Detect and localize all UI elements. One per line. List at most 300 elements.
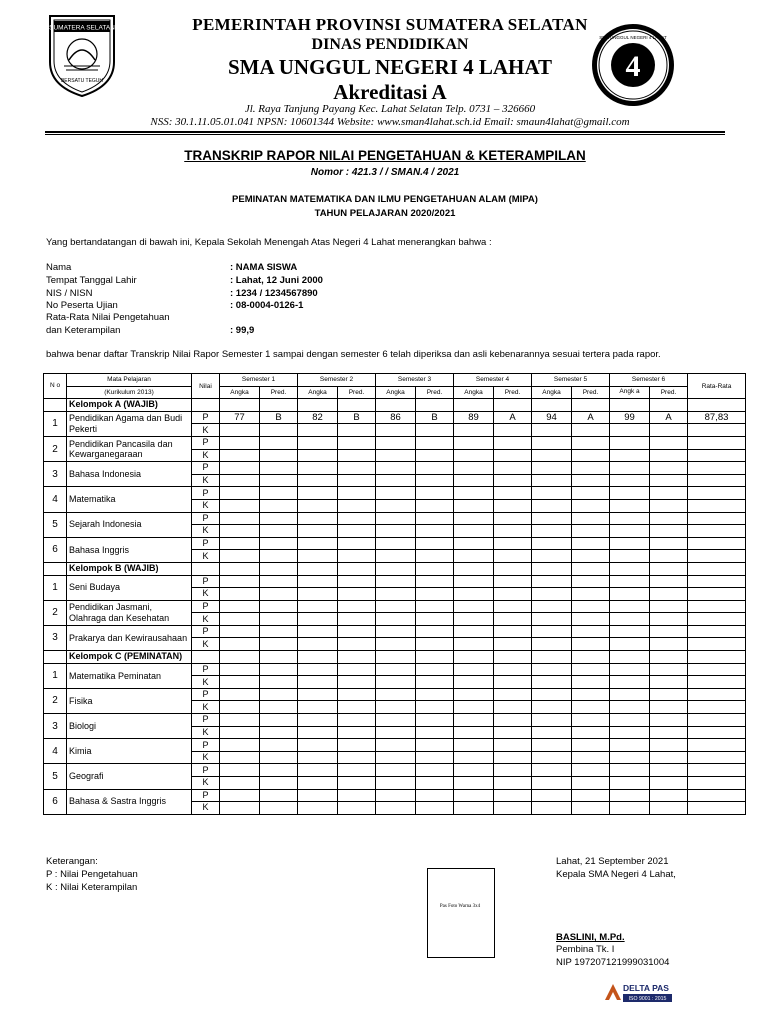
empty-cell [572,739,610,752]
empty-cell [650,739,688,752]
header-pred: Pred. [494,386,532,399]
header-semester-1: Semester 1 [220,374,298,387]
subject-name: Sejarah Indonesia [67,512,192,537]
empty-cell [454,789,494,802]
subject-name: Matematika Peminatan [67,663,192,688]
empty-cell [650,474,688,487]
empty-cell [532,802,572,815]
subject-name: Pendidikan Agama dan Budi Pekerti [67,411,192,436]
empty-cell [376,600,416,613]
subject-row [44,512,746,525]
empty-cell [454,688,494,701]
empty-cell [688,436,746,449]
header-angka: Angka [298,386,338,399]
empty-cell [650,676,688,689]
empty-cell [688,487,746,500]
signature-nip: NIP 197207121999031004 [556,957,670,968]
empty-cell [376,562,416,575]
subject-row [44,487,746,500]
empty-cell [688,638,746,651]
empty-cell [454,751,494,764]
empty-cell [532,726,572,739]
empty-cell [494,764,532,777]
empty-cell [376,726,416,739]
empty-cell [532,512,572,525]
empty-cell [376,462,416,475]
empty-cell [338,802,376,815]
value-type-p: P [192,411,220,424]
value-type-k: K [192,777,220,790]
empty-cell [220,701,260,714]
empty-cell [454,663,494,676]
delta-pas-badge [604,980,674,1004]
empty-cell [572,638,610,651]
empty-cell [572,575,610,588]
subject-name: Matematika [67,487,192,512]
empty-cell [572,512,610,525]
empty-cell [454,613,494,626]
empty-cell [494,436,532,449]
empty-cell [494,688,532,701]
empty-cell [298,651,338,664]
province-logo-bottom-text: BERSATU TEGUH [60,78,104,84]
empty-cell [610,436,650,449]
empty-cell [220,751,260,764]
empty-cell [610,663,650,676]
empty-cell [416,688,454,701]
empty-cell [298,474,338,487]
group-row [44,562,746,575]
empty-cell [610,474,650,487]
empty-cell [220,436,260,449]
empty-cell [376,751,416,764]
empty-cell [416,424,454,437]
empty-cell [298,436,338,449]
empty-cell [650,802,688,815]
empty-cell [260,424,298,437]
empty-cell [338,424,376,437]
empty-cell [220,764,260,777]
empty-cell [298,688,338,701]
empty-cell [376,424,416,437]
empty-cell [416,537,454,550]
empty-cell [532,588,572,601]
empty-cell [376,777,416,790]
predicate-cell: B [338,411,376,424]
header-semester-3: Semester 3 [376,374,454,387]
empty-cell [338,676,376,689]
empty-cell [650,777,688,790]
empty-cell [688,550,746,563]
empty-cell [338,688,376,701]
empty-cell [650,462,688,475]
subject-row [44,625,746,638]
empty-cell [298,751,338,764]
empty-cell [338,474,376,487]
empty-cell [688,789,746,802]
empty-cell [298,663,338,676]
empty-cell [298,424,338,437]
empty-cell [220,474,260,487]
subject-row [44,436,746,449]
header-pred: Pred. [572,386,610,399]
empty-cell [220,789,260,802]
empty-cell [298,676,338,689]
value-type-p: P [192,487,220,500]
empty-cell [376,676,416,689]
average-value: : 99,9 [230,325,255,336]
subject-name: Bahasa & Sastra Inggris [67,789,192,814]
empty-cell [416,474,454,487]
empty-cell [260,802,298,815]
empty-cell [610,739,650,752]
empty-cell [610,777,650,790]
empty-cell [454,525,494,538]
header-department: DINAS PENDIDIKAN [311,36,469,53]
empty-cell [298,499,338,512]
empty-cell [572,714,610,727]
birth-label: Tempat Tanggal Lahir [46,275,137,286]
empty-cell [454,562,494,575]
empty-cell [298,525,338,538]
empty-cell [688,525,746,538]
empty-cell [610,802,650,815]
empty-cell [260,676,298,689]
empty-cell [572,613,610,626]
empty-cell [532,462,572,475]
empty-cell [650,512,688,525]
subject-name: Seni Budaya [67,575,192,600]
subject-name: Bahasa Indonesia [67,462,192,487]
empty-cell [532,676,572,689]
empty-cell [220,399,260,412]
empty-cell [688,751,746,764]
empty-cell [572,487,610,500]
empty-cell [650,764,688,777]
empty-cell [298,638,338,651]
empty-cell [260,726,298,739]
value-type-k: K [192,449,220,462]
header-semester-6: Semester 6 [610,374,688,387]
empty-cell [338,739,376,752]
empty-cell [260,525,298,538]
intro-text: Yang bertandatangan di bawah ini, Kepala Sekolah Menengah Atas Negeri 4 Lahat menerangkan bahwa : [46,237,492,248]
empty-cell [572,499,610,512]
empty-cell [572,676,610,689]
empty-cell [376,537,416,550]
empty-cell [376,638,416,651]
empty-cell [416,613,454,626]
empty-cell [220,487,260,500]
empty-cell [298,600,338,613]
empty-cell [260,600,298,613]
empty-cell [610,764,650,777]
subject-row [44,663,746,676]
empty-cell [376,625,416,638]
empty-cell [220,625,260,638]
value-type-k: K [192,726,220,739]
predicate-cell: B [416,411,454,424]
empty-cell [260,562,298,575]
empty-cell [338,487,376,500]
empty-cell [572,726,610,739]
empty-cell [298,777,338,790]
notes-title: Keterangan: [46,856,98,867]
empty-cell [220,651,260,664]
empty-cell [454,499,494,512]
empty-cell [260,739,298,752]
value-type-k: K [192,613,220,626]
group-row [44,399,746,412]
signature-position: Kepala SMA Negeri 4 Lahat, [556,869,676,880]
empty-cell [220,777,260,790]
empty-cell [220,600,260,613]
empty-cell [610,726,650,739]
empty-cell [650,499,688,512]
empty-cell [494,625,532,638]
empty-cell [338,562,376,575]
empty-cell [572,525,610,538]
empty-cell [416,777,454,790]
empty-cell [610,688,650,701]
subject-row [44,764,746,777]
empty-cell [572,562,610,575]
empty-cell [650,726,688,739]
empty-cell [532,487,572,500]
subject-name: Kimia [67,739,192,764]
empty-cell [338,462,376,475]
empty-cell [416,651,454,664]
empty-cell [610,714,650,727]
empty-cell [220,739,260,752]
empty-cell [416,802,454,815]
empty-cell [416,562,454,575]
empty-cell [454,726,494,739]
empty-cell [532,714,572,727]
empty-cell [688,777,746,790]
empty-cell [610,525,650,538]
empty-cell [260,449,298,462]
empty-cell [338,701,376,714]
empty-cell [260,550,298,563]
empty-cell [572,424,610,437]
empty-cell [338,537,376,550]
delta-pas-iso: ISO 9001 : 2015 [628,996,667,1003]
document-title: TRANSKRIP RAPOR NILAI PENGETAHUAN & KETERAMPILAN [184,148,586,163]
empty-cell [298,802,338,815]
empty-cell [220,499,260,512]
empty-cell [192,651,220,664]
exam-number-value: : 08-0004-0126-1 [230,300,304,311]
subject-number: 2 [44,436,67,461]
value-type-p: P [192,739,220,752]
empty-cell [494,550,532,563]
notes-k: K : Nilai Keterampilan [46,882,138,893]
empty-cell [298,588,338,601]
statement-text: bahwa benar daftar Transkrip Nilai Rapor Semester 1 sampai dengan semester 6 telah diperiksa dan asli kebenarannya sesuai tertera pada rapor. [46,349,661,360]
empty-cell [688,512,746,525]
empty-cell [260,625,298,638]
empty-cell [454,714,494,727]
empty-cell [454,638,494,651]
empty-cell [610,462,650,475]
empty-cell [338,764,376,777]
empty-cell [650,789,688,802]
empty-cell [416,525,454,538]
subject-row [44,789,746,802]
empty-cell [298,613,338,626]
header-angka: Angka [454,386,494,399]
empty-cell [610,499,650,512]
empty-cell [532,688,572,701]
empty-cell [416,462,454,475]
subject-row [44,688,746,701]
empty-cell [494,701,532,714]
subject-number: 3 [44,462,67,487]
province-logo-top-text: SUMATERA SELATAN [49,24,115,32]
average-label-cont: dan Keterampilan [46,325,121,336]
empty-cell [494,638,532,651]
empty-cell [416,487,454,500]
empty-cell [494,575,532,588]
empty-cell [220,462,260,475]
empty-cell [494,600,532,613]
header-divider-thin [45,134,725,135]
empty-cell [220,688,260,701]
header-pred: Pred. [416,386,454,399]
empty-cell [220,663,260,676]
empty-cell [688,625,746,638]
predicate-cell: A [572,411,610,424]
subject-name: Bahasa Inggris [67,537,192,562]
grades-table [43,373,746,815]
header-government: PEMERINTAH PROVINSI SUMATERA SELATAN [192,15,588,34]
empty-cell [650,651,688,664]
empty-cell [650,588,688,601]
empty-cell [572,462,610,475]
value-type-p: P [192,663,220,676]
group-row [44,651,746,664]
empty-cell [298,625,338,638]
subject-name: Geografi [67,764,192,789]
empty-cell [260,588,298,601]
subject-number: 3 [44,625,67,650]
empty-cell [416,638,454,651]
empty-cell [532,613,572,626]
value-type-k: K [192,638,220,651]
empty-cell [688,701,746,714]
subject-number: 4 [44,487,67,512]
empty-cell [338,651,376,664]
empty-cell [260,663,298,676]
empty-cell [494,802,532,815]
subject-number: 1 [44,411,67,436]
empty-cell [376,449,416,462]
empty-cell [338,600,376,613]
empty-cell [532,638,572,651]
empty-cell [688,764,746,777]
nis-value: : 1234 / 1234567890 [230,288,318,299]
header-contact: NSS: 30.1.11.05.01.041 NPSN: 10601344 Website: www.sman4lahat.sch.id Email: smaun4lahat@gmail.com [150,116,630,128]
empty-cell [688,613,746,626]
empty-cell [532,537,572,550]
empty-cell [298,399,338,412]
empty-cell [220,449,260,462]
empty-cell [338,789,376,802]
empty-cell [338,663,376,676]
empty-cell [688,739,746,752]
empty-cell [220,550,260,563]
empty-cell [454,676,494,689]
subject-number: 1 [44,663,67,688]
empty-cell [650,562,688,575]
empty-cell [688,424,746,437]
empty-cell [376,525,416,538]
subject-name: Pendidikan Jasmani, Olahraga dan Kesehatan [67,600,192,625]
empty-cell [454,474,494,487]
empty-cell [572,663,610,676]
empty-cell [260,688,298,701]
empty-cell [532,663,572,676]
empty-cell [260,537,298,550]
subject-row [44,739,746,752]
group-label: Kelompok C (PEMINATAN) [67,651,192,664]
empty-cell [532,424,572,437]
empty-cell [532,701,572,714]
empty-cell [376,714,416,727]
subject-number: 3 [44,714,67,739]
value-type-p: P [192,512,220,525]
empty-cell [376,802,416,815]
empty-cell [572,399,610,412]
empty-cell [688,688,746,701]
empty-cell [610,424,650,437]
empty-cell [494,613,532,626]
value-type-k: K [192,474,220,487]
subject-number: 6 [44,537,67,562]
empty-cell [338,436,376,449]
empty-cell [688,449,746,462]
empty-cell [260,436,298,449]
empty-cell [376,739,416,752]
header-angka: Angk a [610,386,650,399]
empty-cell [338,550,376,563]
empty-cell [260,399,298,412]
empty-cell [416,399,454,412]
predicate-cell: A [494,411,532,424]
empty-cell [650,424,688,437]
value-type-p: P [192,714,220,727]
empty-cell [688,714,746,727]
subject-name: Fisika [67,688,192,713]
empty-cell [650,625,688,638]
empty-cell [610,651,650,664]
header-pred: Pred. [260,386,298,399]
empty-cell [260,764,298,777]
empty-cell [298,714,338,727]
value-type-k: K [192,751,220,764]
empty-cell [376,663,416,676]
empty-cell [532,764,572,777]
empty-cell [454,449,494,462]
empty-cell [610,588,650,601]
empty-cell [298,449,338,462]
subject-number: 1 [44,575,67,600]
empty-cell [610,613,650,626]
empty-cell [220,562,260,575]
name-value: : NAMA SISWA [230,262,298,273]
empty-cell [260,638,298,651]
